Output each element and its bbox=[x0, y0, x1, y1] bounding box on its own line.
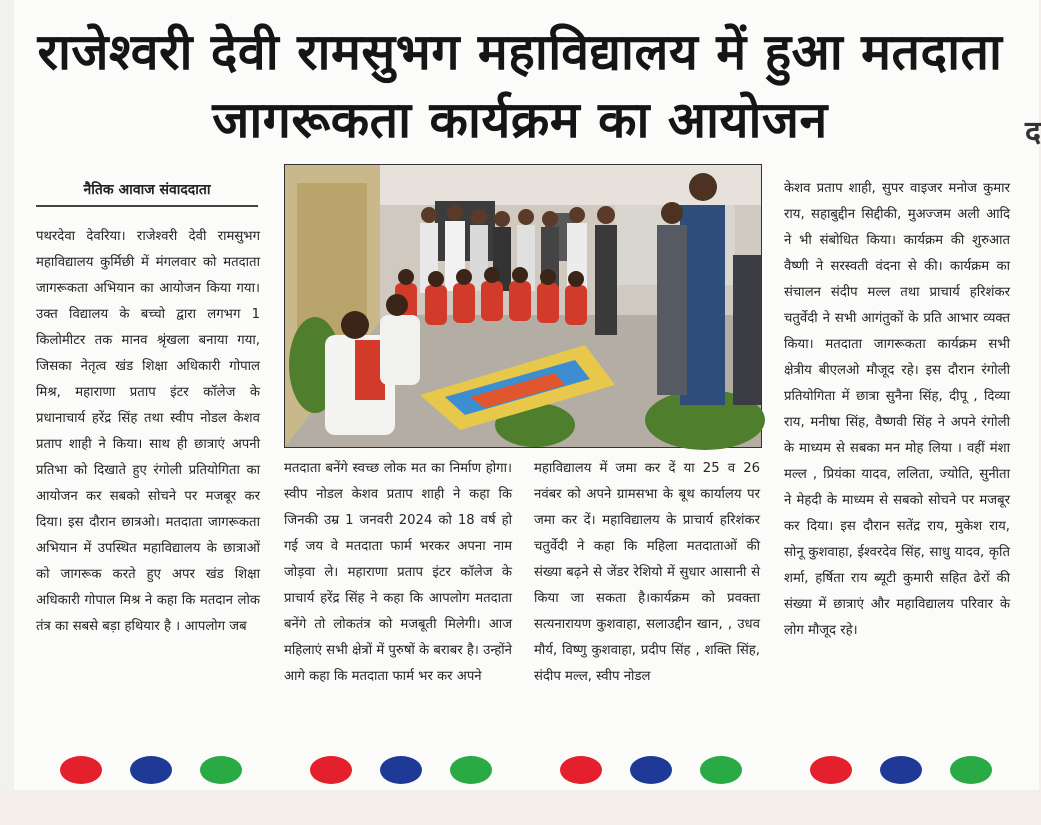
registration-dot-green bbox=[950, 756, 992, 784]
adjacent-article-edge: द bbox=[1025, 115, 1041, 150]
article-column-2: मतदाता बनेंगे स्वच्छ लोक मत का निर्माण होगा। स्वीप नोडल केशव प्रताप शाही ने कहा कि जिनकी उम्र 1 जनवरी 2024 को 18 वर्ष हो गई जय वे मतदाता फार्म भरकर अपना नाम जोड़वा ले। महाराणा प्रताप इंटर कॉलेज के प्राचार्य हरेंद्र सिंह ने कहा कि आपलोग मतदाता बनेंगे तो लोकतंत्र को मजबूती मिलेगी। आज महिलाएं सभी क्षेत्रों में पुरुषों के बराबर है। उन्होंने आगे कहा कि मतदाता फार्म भर कर अपने bbox=[284, 461, 512, 684]
headline-line-2: जागरूकता कार्यक्रम का आयोजन bbox=[212, 91, 828, 149]
article-column-4: केशव प्रताप शाही, सुपर वाइजर मनोज कुमार राय, सहाबुद्दीन सिद्दीकी, मुअज्जम अली आदि ने भी संबोधित किया। कार्यक्रम की शुरुआत वैष्णी ने सरस्वती वंदना से की। कार्यक्रम का संचालन संदीप मल्ल तथा प्राचार्य हरिशंकर चतुर्वेदी ने सभी आगंतुकों के प्रति आभार व्यक्त किया। मतदाता जागरूकता कार्यक्रम सभी क्षेत्रीय बीएलओ मौजूद रहे। इस दौरान रंगोली प्रतियोगिता में छात्रा सुनैना सिंह, दीपू , दिव्या राय, मनीषा सिंह, वैष्णवी सिंह ने अपने रंगोली के माध्यम से सबका मन मोह लिया । वहीं मंशा मल्ल , प्रियंका यादव, ललिता, ज्योति, सुनीता ने मेहदी के माध्यम से सबको सोचने पर मजबूर कर दिया। इस दौरान सतेंद्र राय, मुकेश राय, सोनू कुशवाहा, ईश्वरदेव सिंह, साधु यादव, कृति शर्मा, हर्षिता राय ब्यूटी कुमारी सहित ढेरों की संख्या में छात्राएं और महाविद्यालय परिवार के लोग मौजूद रहे। bbox=[784, 181, 1010, 638]
article-headline bbox=[30, 18, 1010, 154]
headline-line-1: राजेश्वरी देवी रामसुभग महाविद्यालय में हुआ मतदाता bbox=[37, 23, 1003, 81]
registration-dot-blue bbox=[380, 756, 422, 784]
registration-dot-red bbox=[810, 756, 852, 784]
event-photo bbox=[284, 164, 762, 448]
page-gutter bbox=[0, 0, 14, 790]
registration-dot-blue bbox=[630, 756, 672, 784]
color-registration-marks bbox=[0, 756, 1039, 786]
registration-dot-red bbox=[310, 756, 352, 784]
registration-dot-green bbox=[450, 756, 492, 784]
registration-dot-red bbox=[60, 756, 102, 784]
registration-dot-green bbox=[700, 756, 742, 784]
students-rangoli-image bbox=[285, 165, 761, 447]
registration-dot-green bbox=[200, 756, 242, 784]
article-column-3: महाविद्यालय में जमा कर दें या 25 व 26 नवंबर को अपने ग्रामसभा के बूथ कार्यालय पर जमा कर दें। महाविद्यालय के प्राचार्य हरिशंकर चतुर्वेदी ने कहा कि महिला मतदाताओं की संख्या बढ़ने से जेंडर रेशियो में सुधार आसानी से किया जा सकता है।कार्यक्रम को प्रवक्ता सत्यनारायण कुशवाहा, सलाउद्दीन खान, , उधव मौर्य, विष्णु कुशवाहा, प्रदीप सिंह , शक्ति सिंह, संदीप मल्ल, स्वीप नोडल bbox=[534, 461, 760, 684]
registration-dot-blue bbox=[880, 756, 922, 784]
registration-dot-red bbox=[560, 756, 602, 784]
adjacent-column-edge bbox=[1025, 200, 1039, 740]
byline: नैतिक आवाज संवाददाता bbox=[36, 180, 258, 207]
registration-dot-blue bbox=[130, 756, 172, 784]
article-column-1: पथरदेवा देवरिया। राजेश्वरी देवी रामसुभग महाविद्यालय कुर्मिछी में मंगलवार को मतदाता जागरूकता अभियान का आयोजन किया गया। उक्त विद्यालय के बच्चो द्वारा लगभग 1 किलोमीटर तक मानव श्रृंखला बनाया गया, जिसका नेतृत्व खंड शिक्षा अधिकारी गोपाल मिश्र, महाराणा प्रताप इंटर कॉलेज के प्रधानाचार्य हरेंद्र सिंह तथा स्वीप नोडल केशव प्रताप शाही ने किया। साथ ही छात्राएं अपनी प्रतिभा को दिखाते हुए रंगोली प्रतियोगिता का आयोजन कर सबको सोचने पर मजबूर कर दिया। इस दौरान छात्रओ। मतदाता जागरूकता अभियान में उपस्थित महाविद्यालय के छात्राओं को जागरूक करते हुए अपर खंड शिक्षा अधिकारी गोपाल मिश्र ने कहा कि मतदान लोक तंत्र का सबसे बड़ा हथियार है । आपलोग जब bbox=[36, 229, 260, 634]
